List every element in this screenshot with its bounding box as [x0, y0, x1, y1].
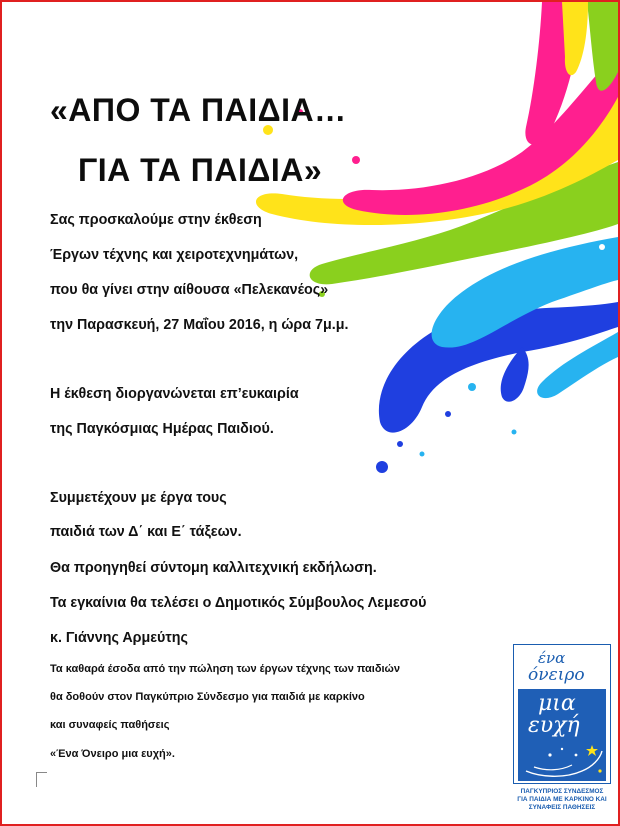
participants-line-3: Θα προηγηθεί σύντομη καλλιτεχνική εκδήλωση.	[50, 560, 377, 576]
title-line-1: «ΑΠΟ ΤΑ ΠΑΙΔΙΑ…	[50, 92, 347, 128]
logo-frame	[513, 644, 611, 784]
occasion-line-2: της Παγκόσμιας Ημέρας Παιδιού.	[50, 421, 274, 437]
participants-line-5: κ. Γιάννης Αρμεύτης	[50, 630, 188, 646]
proceeds-line-3: και συναφείς παθήσεις	[50, 719, 170, 731]
paint-ribbons	[256, 2, 618, 433]
participants-line-1: Συμμετέχουν με έργα τους	[50, 490, 227, 506]
proceeds-line-2: θα δοθούν στον Παγκύπριο Σύνδεσμο για παιδιά με καρκίνο	[50, 691, 365, 703]
logo-word-3: μια	[538, 691, 576, 716]
paint-stream-green	[587, 2, 618, 91]
title-line-2: ΓΙΑ ΤΑ ΠΑΙΔΙΑ»	[78, 152, 323, 188]
logo-caption-line-3: ΣΥΝΑΦΕΙΣ ΠΑΘΗΣΕΙΣ	[528, 804, 596, 811]
page-corner-mark	[36, 772, 47, 787]
logo-word-4: ευχή	[528, 713, 580, 738]
logo-caption-line-1: ΠΑΓΚΥΠΡΙΟΣ ΣΥΝΔΕΣΜΟΣ	[520, 788, 604, 795]
participants-line-4: Τα εγκαίνια θα τελέσει ο Δημοτικός Σύμβουλος Λεμεσού	[50, 595, 427, 611]
logo-word-1: ένα	[538, 649, 566, 667]
invitation-line-3: που θα γίνει στην αίθουσα «Πελεκανέος»	[50, 282, 329, 298]
invitation-line-2: Έργων τέχνης και χειροτεχνημάτων,	[50, 247, 299, 263]
paint-stream-yellow	[562, 2, 588, 75]
logo-word-2: όνειρο	[528, 665, 585, 685]
logo-caption-line-2: ΓΙΑ ΠΑΙΔΙΑ ΜΕ ΚΑΡΚΙΝΟ ΚΑΙ	[517, 796, 607, 803]
proceeds-line-1: Τα καθαρά έσοδα από την πώληση των έργων τέχνης των παιδιών	[50, 663, 400, 675]
invitation-line-1: Σας προσκαλούμε στην έκθεση	[50, 212, 262, 228]
charity-logo	[513, 644, 611, 816]
occasion-line-1: Η έκθεση διοργανώνεται επ’ευκαιρία	[50, 386, 299, 402]
proceeds-line-4: «Ένα Όνειρο μια ευχή».	[50, 748, 175, 760]
invitation-line-4: την Παρασκευή, 27 Μαΐου 2016, η ώρα 7μ.μ.	[50, 317, 349, 333]
participants-line-2: παιδιά των Δ΄ και Ε΄ τάξεων.	[50, 524, 242, 540]
hand-with-stars-icon	[520, 741, 606, 781]
